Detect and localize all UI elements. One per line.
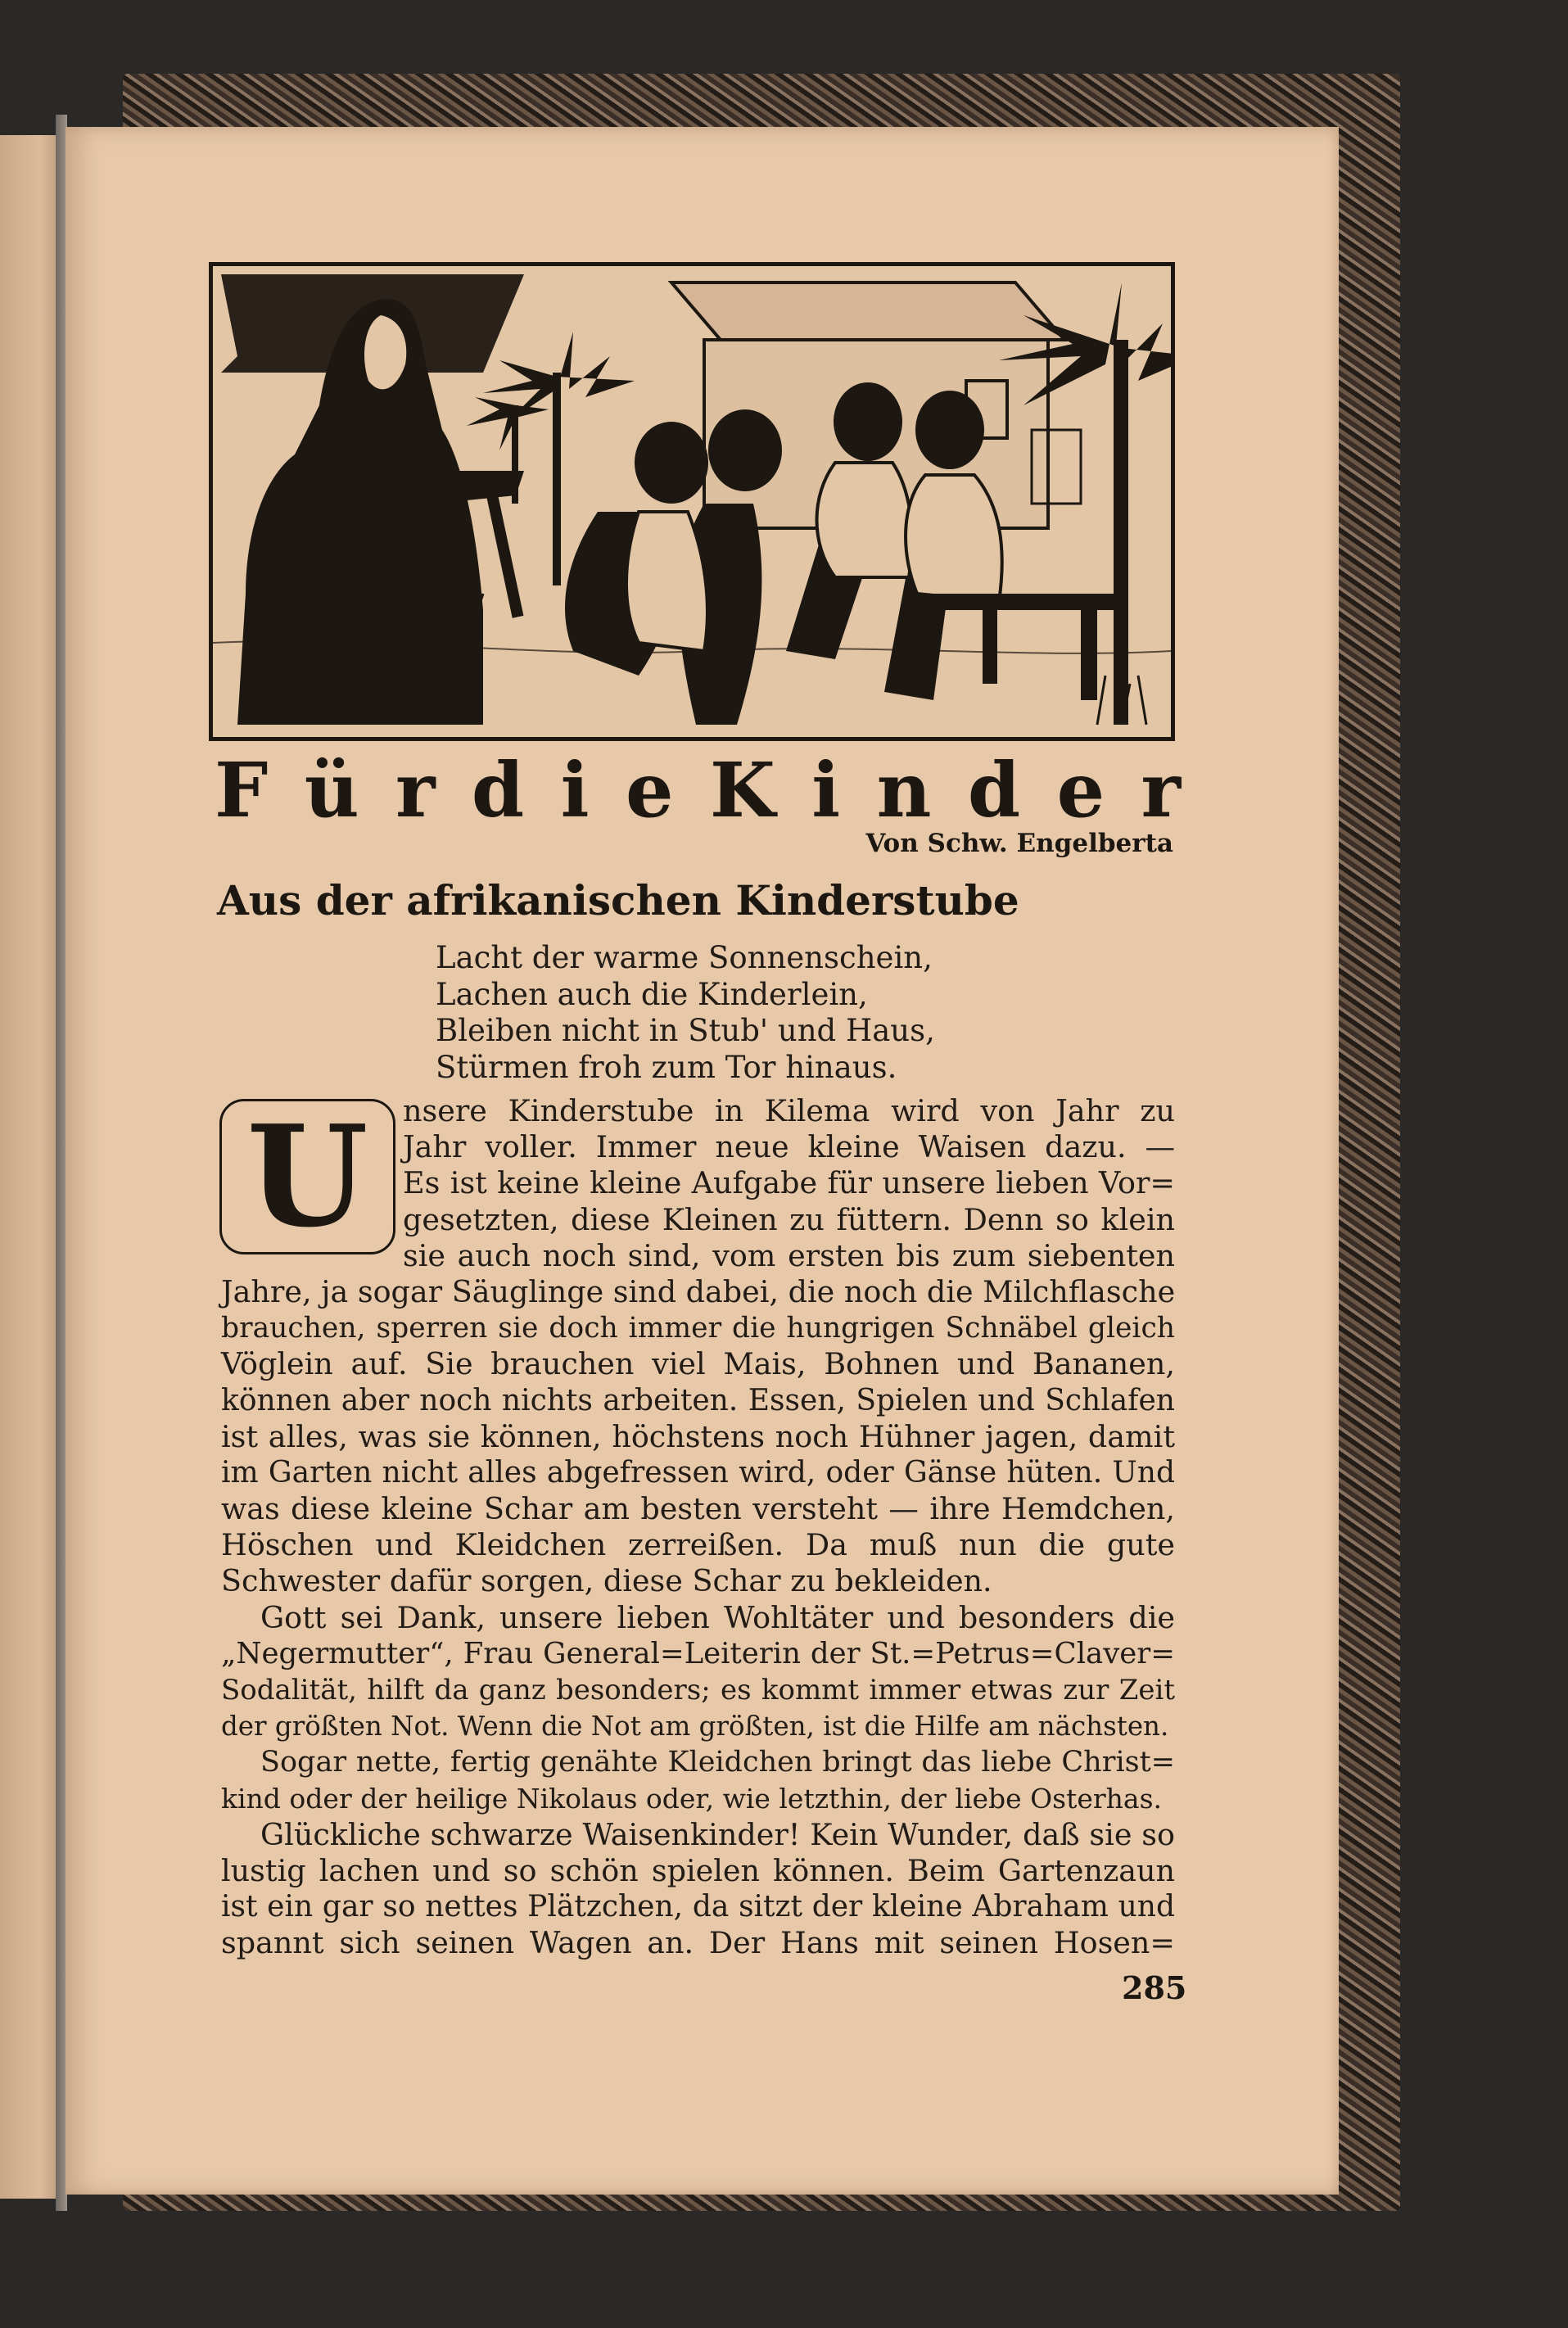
poem-line: Lachen auch die Kinderlein, [436,976,868,1012]
body-line: Jahr voller. Immer neue kleine Waisen dazu. — [403,1129,1175,1165]
article-title: Aus der afrikanischen Kinderstube [217,876,1019,924]
body-line: der größten Not. Wenn die Not am größten, ist die Hilfe am nächsten. [221,1711,1169,1743]
body-line: sie auch noch sind, vom ersten bis zum siebenten [403,1237,1175,1273]
author-byline: Von Schw. Engelberta [865,829,1173,858]
drop-cap: U [219,1099,395,1254]
page-number: 285 [1122,1969,1187,2006]
body-line: nsere Kinderstube in Kilema wird von Jahr zu [403,1093,1175,1128]
woodcut-illustration [209,262,1175,741]
poem [436,940,935,1086]
body-line: was diese kleine Schar am besten versteht — ihre Hemdchen, [221,1491,1175,1527]
body-line: im Garten nicht alles abgefressen wird, oder Gänse hüten. Und [221,1455,1175,1489]
body-line: Sodalität, hilft da ganz besonders; es kommt immer etwas zur Zeit [221,1674,1175,1706]
body-line: kind oder der heilige Nikolaus oder, wie letzthin, der liebe Osterhas. [221,1782,1163,1815]
poem-line: Bleiben nicht in Stub' und Haus, [436,1013,935,1048]
heading-letter: K [709,746,775,834]
body-line: spannt sich seinen Wagen an. Der Hans mit seinen Hosen= [221,1925,1175,1961]
heading-letter: r [1141,746,1181,834]
heading-letter: e [1056,746,1105,834]
poem-line: Stürmen froh zum Tor hinaus. [436,1049,897,1085]
body-line: ist ein gar so nettes Plätzchen, da sitzt der kleine Abraham und [221,1890,1175,1924]
heading-letter: F [215,746,269,834]
heading-letter: r [395,746,436,834]
body-line: lustig lachen und so schön spielen können. Beim Gartenzaun [221,1852,1175,1888]
body-line: Sogar nette, fertig genähte Kleidchen bringt das liebe Christ= [260,1746,1175,1779]
body-line: Gott sei Dank, unsere lieben Wohltäter und besonders die [260,1599,1175,1635]
heading-letter: e [625,746,674,834]
body-line: gesetzten, diese Kleinen zu füttern. Denn so klein [403,1201,1175,1237]
heading-letter: d [471,746,525,834]
body-line: Höschen und Kleidchen zerreißen. Da muß nun die gute [221,1527,1175,1563]
body-line: Vöglein auf. Sie brauchen viel Mais, Bohnen und Bananen, [221,1346,1175,1382]
body-line: „Negermutter“, Frau General=Leiterin der St.=Petrus=Claver= [221,1636,1175,1670]
body-line: Schwester dafür sorgen, diese Schar zu bekleiden. [221,1563,992,1599]
heading-letter: n [876,746,932,834]
article-body [221,1093,1175,1962]
body-line: brauchen, sperren sie doch immer die hungrigen Schnäbel gleich [221,1312,1175,1345]
body-line: Glückliche schwarze Waisenkinder! Kein Wunder, daß sie so [260,1816,1175,1852]
heading-letter: i [560,746,590,834]
chapter-heading [215,746,1181,834]
heading-letter: ü [304,746,359,834]
body-line: Jahre, ja sogar Säuglinge sind dabei, die noch die Milchflasche [221,1273,1176,1309]
heading-letter: i [811,746,841,834]
body-line: Es ist keine kleine Aufgabe für unsere lieben Vor= [403,1165,1175,1201]
body-line: ist alles, was sie können, höchstens noch Hühner jagen, damit [221,1418,1175,1454]
heading-letter: d [967,746,1021,834]
poem-line: Lacht der warme Sonnenschein, [436,940,933,975]
body-line: können aber noch nichts arbeiten. Essen, Spielen und Schlafen [221,1383,1175,1417]
